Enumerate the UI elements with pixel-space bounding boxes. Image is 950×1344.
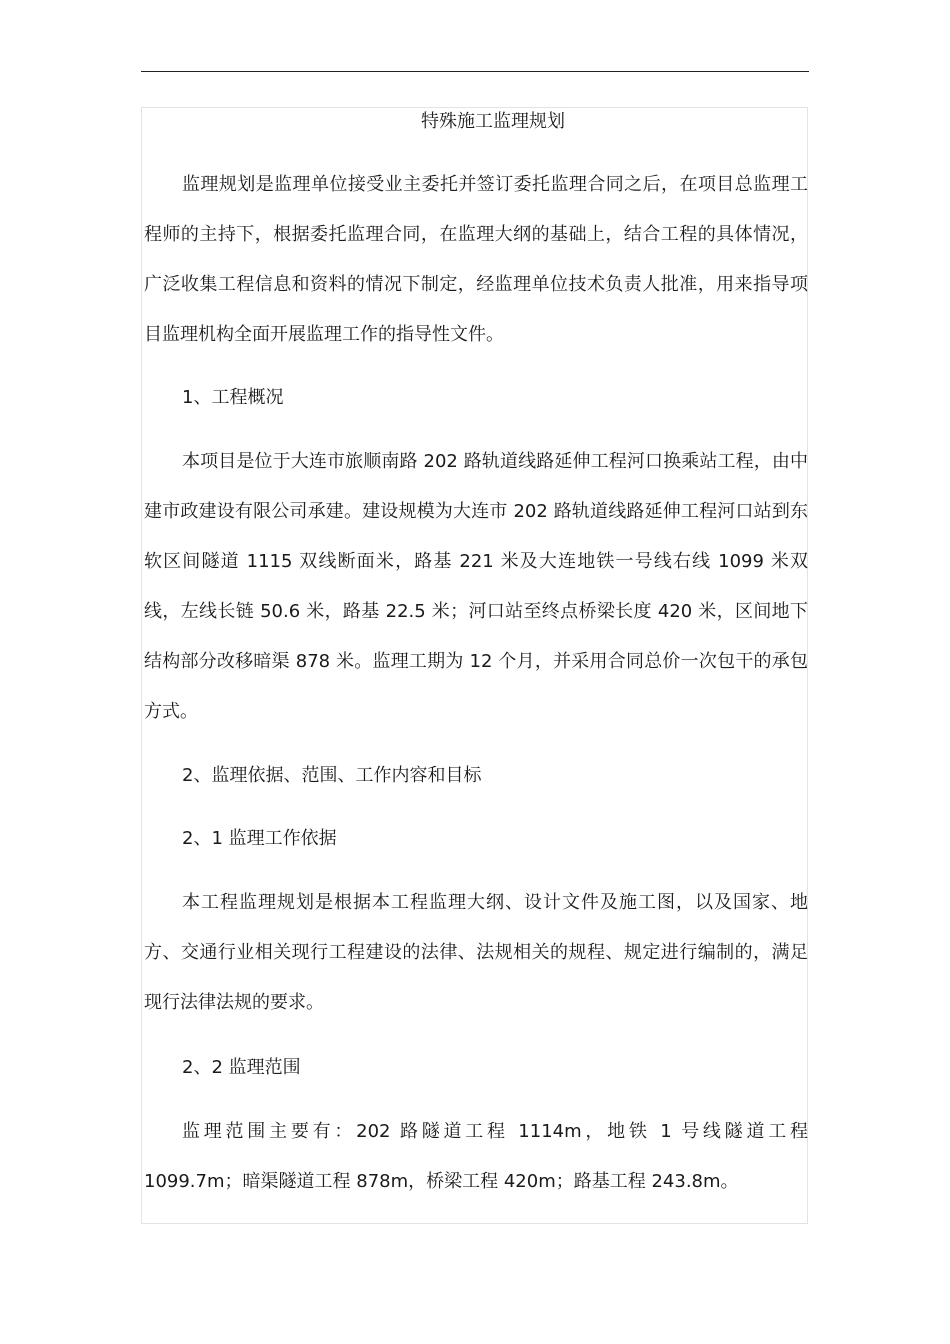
header-rule xyxy=(141,71,809,72)
section-2-heading: 2、监理依据、范围、工作内容和目标 xyxy=(182,765,482,786)
section-2-2-heading: 2、2 监理范围 xyxy=(182,1057,301,1078)
section-2-1-heading: 2、1 监理工作依据 xyxy=(182,828,337,849)
section-2-2-paragraph: 监理范围主要有：202 路隧道工程 1114m，地铁 1 号线隧道工程 1099.7m；暗渠隧道工程 878m，桥梁工程 420m；路基工程 243.8m。 xyxy=(144,1121,808,1192)
document-title: 特殊施工监理规划 xyxy=(421,111,565,132)
section-1-paragraph: 本项目是位于大连市旅顺南路 202 路轨道线路延伸工程河口换乘站工程，由中建市政建设有限公司承建。建设规模为大连市 202 路轨道线路延伸工程河口站到东软区间隧道 1115 双线断面米，路基 221 米及大连地铁一号线右线 1099 米双线，左线长链 50.6 米，路基 22.5 米；河口站至终点桥梁长度 420 米，区间地下结构部分改移暗渠 878 米。监理工期为 12 个月，并采用合同总价一次包干的承包方式。 xyxy=(144,451,808,722)
section-1-heading: 1、工程概况 xyxy=(182,387,284,408)
intro-paragraph: 监理规划是监理单位接受业主委托并签订委托监理合同之后，在项目总监理工程师的主持下，根据委托监理合同，在监理大纲的基础上，结合工程的具体情况，广泛收集工程信息和资料的情况下制定，经监理单位技术负责人批准，用来指导项目监理机构全面开展监理工作的指导性文件。 xyxy=(144,174,808,345)
section-2-1-paragraph: 本工程监理规划是根据本工程监理大纲、设计文件及施工图，以及国家、地方、交通行业相关现行工程建设的法律、法规相关的规程、规定进行编制的，满足现行法律法规的要求。 xyxy=(144,892,808,1013)
